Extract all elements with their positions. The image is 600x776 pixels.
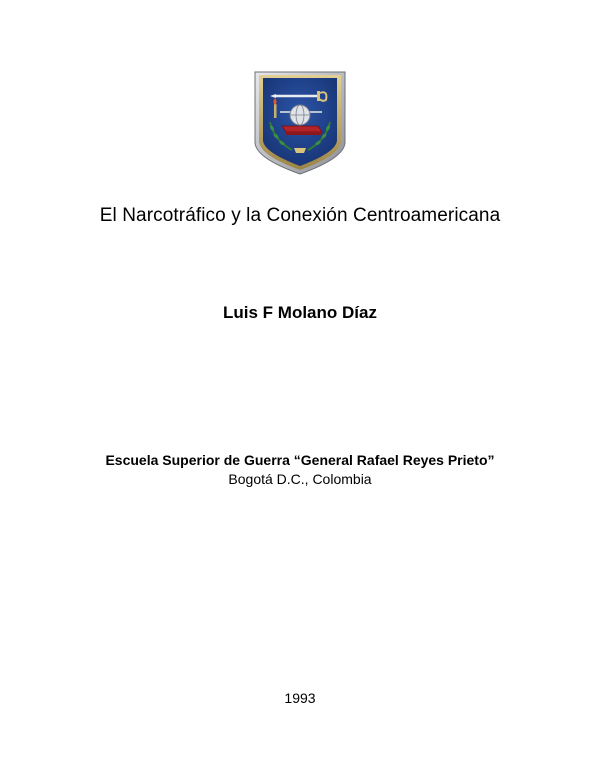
publication-year: 1993 — [284, 690, 316, 706]
author-name: Luis F Molano Díaz — [223, 303, 377, 322]
institution-location: Bogotá D.C., Colombia — [228, 471, 372, 487]
document-title: El Narcotráfico y la Conexión Centroamericana — [99, 205, 501, 226]
institution-name: Escuela Superior de Guerra “General Rafael Reyes Prieto” — [105, 452, 495, 468]
military-school-crest-icon — [252, 70, 348, 176]
